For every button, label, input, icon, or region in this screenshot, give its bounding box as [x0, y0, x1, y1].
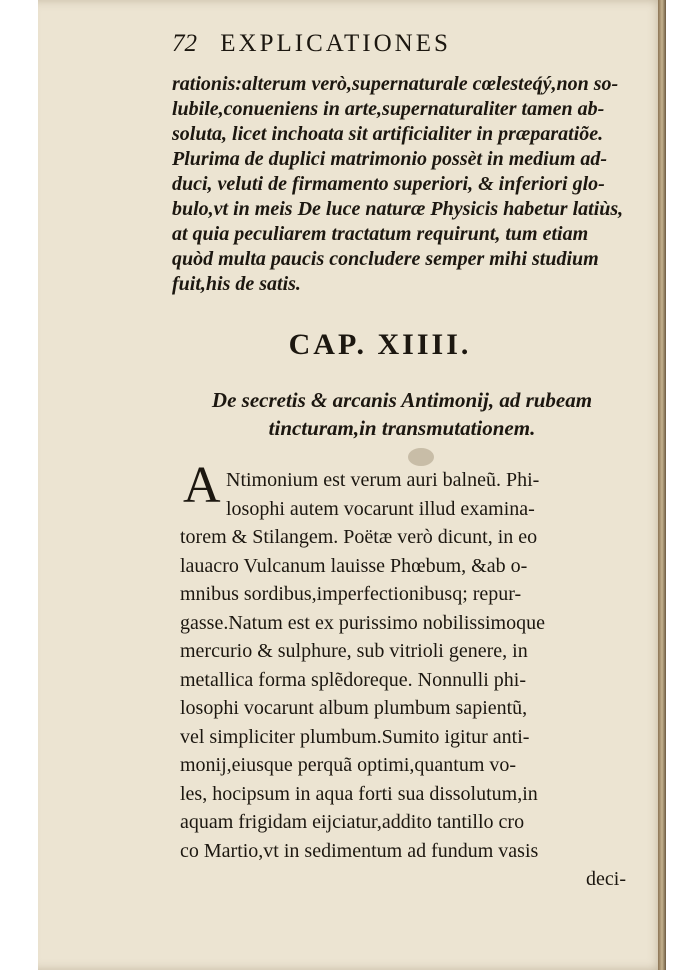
text-line: monij,eiusque perquã optimi,quantum vo-	[180, 754, 517, 776]
text-line: lubile,conueniens in arte,supernaturaliter tamen ab-	[172, 98, 605, 120]
subtitle-line: tincturam,in transmutationem.	[268, 416, 536, 440]
italic-paragraph	[172, 72, 632, 297]
text-line: losophi autem vocarunt illud examina-	[226, 497, 535, 520]
text-line: metallica forma splẽdoreque. Nonnulli phi-	[180, 668, 527, 691]
text-line: vel simpliciter plumbum.Sumito igitur anti-	[180, 725, 530, 748]
text-line: fuit,his de satis.	[172, 273, 301, 295]
text-line: torem & Stilangem. Poëtæ verò dicunt, in eo	[180, 526, 538, 548]
text-line: mercurio & sulphure, sub vitrioli genere, in	[180, 640, 528, 662]
text-line: soluta, licet inchoata sit artificialiter in præparatiõe.	[172, 123, 604, 145]
text-line: at quia peculiarem tractatum requirunt, tum etiam	[172, 223, 589, 245]
text-line: bulo,vt in meis De luce naturæ Physicis habetur latiùs,	[172, 198, 624, 220]
page-edge	[658, 0, 666, 970]
running-head	[172, 30, 572, 58]
chapter-heading: CAP. XIIII.	[288, 328, 472, 361]
text-line: duci, veluti de firmamento superiori, & inferiori glo-	[172, 173, 605, 195]
text-line: rationis:alterum verò,supernaturale cœlesteq́ý,non so-	[172, 73, 619, 95]
text-line: co Martio,vt in sedimentum ad fundum vasis	[180, 839, 539, 862]
text-line: losophi vocarunt album plumbum sapientũ,	[180, 697, 528, 719]
text-line: aquam frigidam eijciatur,addito tantillo cro	[180, 811, 525, 833]
chapter-subtitle	[172, 386, 632, 442]
text-line: les, hocipsum in aqua forti sua dissolutum,in	[180, 782, 538, 805]
catchword: deci-	[586, 868, 626, 890]
subtitle-line: De secretis & arcanis Antimonij, ad rubeam	[211, 388, 593, 412]
body-paragraph	[180, 466, 640, 894]
ink-smudge	[408, 448, 434, 466]
running-head-title: EXPLICATIONES	[220, 30, 451, 57]
text-line: lauacro Vulcanum lauisse Phœbum, &ab o-	[180, 554, 528, 577]
text-line: Ntimonium est verum auri balneũ. Phi-	[226, 469, 540, 491]
text-line: quòd multa paucis concludere semper mihi studium	[172, 248, 599, 270]
text-line: gasse.Natum est ex purissimo nobilissimoque	[180, 611, 545, 634]
drop-cap: A	[183, 457, 221, 514]
text-line: mnibus sordibus,imperfectionibusq; repur-	[180, 583, 522, 605]
text-line: Plurima de duplici matrimonio possèt in medium ad-	[172, 148, 608, 170]
page-number: 72	[172, 30, 197, 57]
